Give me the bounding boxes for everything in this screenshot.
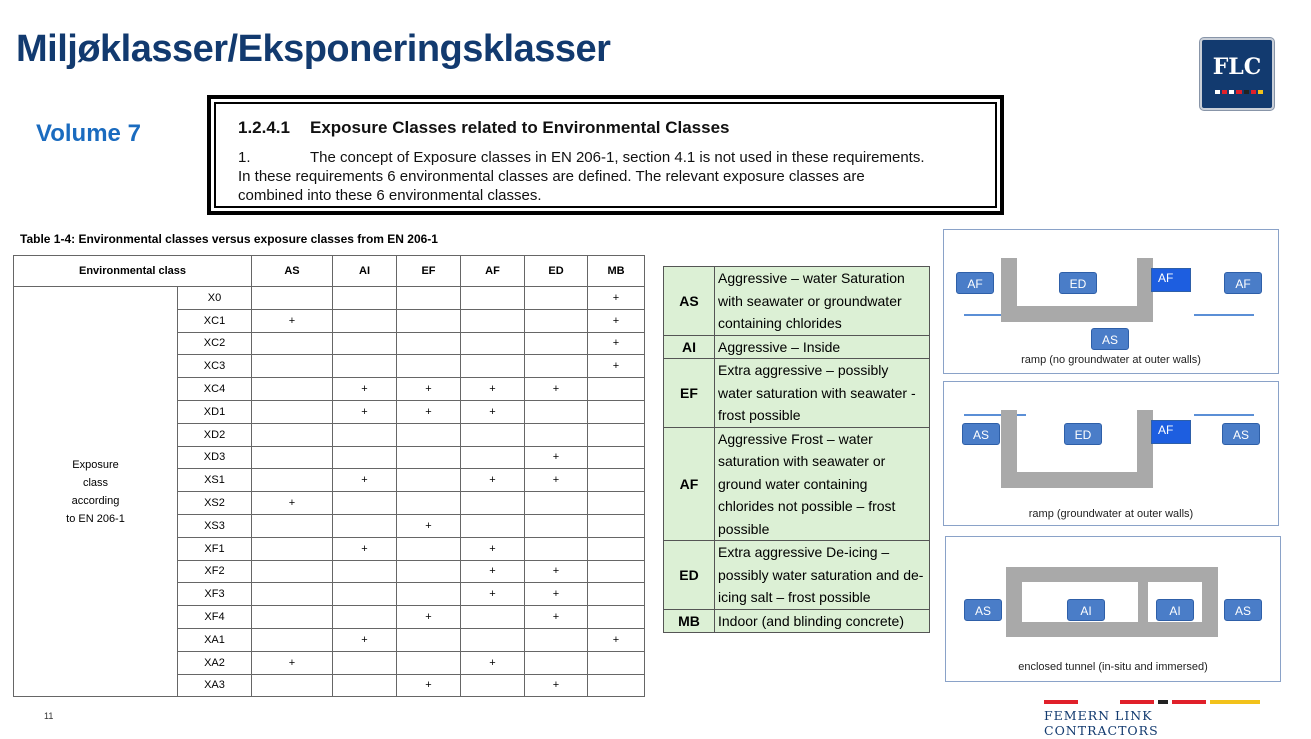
exposure-class-label: XS2 [178,492,252,515]
table-cell: + [333,400,397,423]
table-cell [252,400,333,423]
table-cell [397,446,461,469]
diagram-enclosed-tunnel [945,536,1281,682]
label-box: AS [962,423,1000,445]
table-cell: + [397,674,461,697]
flc-logo [1200,38,1274,110]
table-cell [461,332,525,355]
volume-label: Volume 7 [36,120,141,147]
legend-row [664,267,930,336]
table-cell [397,651,461,674]
table-cell: + [252,651,333,674]
header-environmental-class: Environmental class [14,256,252,287]
label-box: AF [1151,420,1191,444]
quote-heading [238,118,995,138]
table-cell [525,309,588,332]
table-cell [461,514,525,537]
header-col: MB [588,256,645,287]
table-cell [397,355,461,378]
header-col: AS [252,256,333,287]
exposure-class-table [13,255,645,697]
table-cell [252,537,333,560]
table-cell: + [525,674,588,697]
table-cell [461,446,525,469]
legend-code: AS [664,267,715,336]
legend-code: MB [664,609,715,633]
table-cell [525,492,588,515]
legend-row [664,335,930,359]
table-cell: + [525,469,588,492]
groundwater-line [1194,414,1254,416]
exposure-class-label: XS1 [178,469,252,492]
table-cell [397,287,461,310]
quote-section-number: 1.2.4.1 [238,118,290,137]
label-box: AS [1224,599,1262,621]
row-group-label [14,287,178,697]
table-cell [252,446,333,469]
header-col: ED [525,256,588,287]
row-group-line: to EN 206-1 [66,512,125,525]
table-cell [588,560,645,583]
table-cell: + [588,309,645,332]
table-cell [588,423,645,446]
table-cell [397,537,461,560]
header-col: AI [333,256,397,287]
legend-row [664,609,930,633]
exposure-class-label: XC2 [178,332,252,355]
table-cell: + [525,560,588,583]
table-header-row [14,256,645,287]
table-cell [461,492,525,515]
table-cell [588,514,645,537]
table-cell [461,309,525,332]
ramp-slab [1001,306,1153,322]
table-cell [525,355,588,378]
table-cell [461,628,525,651]
table-caption: Table 1-4: Environmental classes versus exposure classes from EN 206-1 [20,232,438,246]
table-cell: + [588,628,645,651]
table-cell [333,651,397,674]
exposure-class-label: XF2 [178,560,252,583]
table-cell: + [461,651,525,674]
legend-code: AI [664,335,715,359]
legend-row [664,359,930,428]
diagram-caption: enclosed tunnel (in-situ and immersed) [1018,661,1208,673]
table-cell [397,469,461,492]
table-cell [397,309,461,332]
header-col: EF [397,256,461,287]
table-cell [588,606,645,629]
table-cell [252,674,333,697]
table-cell [588,651,645,674]
label-box: AI [1067,599,1105,621]
table-cell [525,537,588,560]
table-cell: + [588,332,645,355]
label-box: AS [964,599,1002,621]
table-cell: + [461,378,525,401]
page-number: 11 [44,711,54,721]
footer-text: FEMERN LINK CONTRACTORS [1044,708,1159,738]
table-cell [397,332,461,355]
table-cell [397,583,461,606]
table-cell: + [333,378,397,401]
table-cell: + [588,287,645,310]
table-cell [461,287,525,310]
diagram-caption: ramp (groundwater at outer walls) [1028,508,1194,520]
table-cell [333,583,397,606]
table-cell [588,492,645,515]
table-cell [252,423,333,446]
table-cell [333,309,397,332]
exposure-class-label: XS3 [178,514,252,537]
table-cell [333,492,397,515]
label-box: ED [1064,423,1102,445]
exposure-class-label: XF4 [178,606,252,629]
legend-desc: Extra aggressive – possibly water saturation with seawater - frost possible [715,359,930,428]
table-cell [252,628,333,651]
table-cell: + [461,583,525,606]
table-cell [525,628,588,651]
table-cell [252,355,333,378]
label-box: AF [1151,268,1191,292]
table-cell [252,332,333,355]
table-cell: + [252,309,333,332]
table-cell: + [333,469,397,492]
table-cell: + [397,378,461,401]
table-cell [525,514,588,537]
exposure-class-label: XA3 [178,674,252,697]
table-cell: + [525,446,588,469]
label-box: ED [1059,272,1097,294]
table-cell: + [525,606,588,629]
quote-line: The concept of Exposure classes in EN 206-1, section 4.1 is not used in these requirements. [310,149,925,166]
table-cell [588,378,645,401]
table-cell [397,628,461,651]
table-cell: + [397,400,461,423]
table-cell [252,378,333,401]
table-cell [525,332,588,355]
diagram-ramp-groundwater [943,381,1279,526]
table-cell: + [461,537,525,560]
table-row [14,287,645,310]
table-cell: + [252,492,333,515]
table-cell: + [333,628,397,651]
table-cell: + [397,606,461,629]
label-box: AF [956,272,994,294]
quote-line: In these requirements 6 environmental classes are defined. The relevant exposure classes are [238,168,865,185]
table-cell [525,423,588,446]
table-cell: + [588,355,645,378]
page-title: Miljøklasser/Eksponeringsklasser [16,28,611,70]
table-cell [588,674,645,697]
quote-paragraph [238,148,995,205]
table-cell: + [525,378,588,401]
table-cell: + [397,514,461,537]
table-cell [461,423,525,446]
requirement-quote [207,95,1004,215]
table-cell [252,469,333,492]
table-cell [588,469,645,492]
table-cell [397,560,461,583]
row-group-line: according [71,494,120,507]
quote-para-number: 1. [238,149,251,166]
table-cell [252,606,333,629]
exposure-class-label: XA1 [178,628,252,651]
legend-desc: Indoor (and blinding concrete) [715,609,930,633]
exposure-class-label: XC3 [178,355,252,378]
diagram-ramp-no-groundwater [943,229,1279,374]
table-cell [525,651,588,674]
row-group-line: Exposure [72,458,119,471]
legend-desc: Aggressive Frost – water saturation with seawater or ground water containing chlorides not possible – frost possible [715,427,930,541]
table-cell [252,514,333,537]
exposure-class-label: XD3 [178,446,252,469]
table-cell [588,537,645,560]
table-cell: + [461,560,525,583]
exposure-class-label: XA2 [178,651,252,674]
quote-section-title: Exposure Classes related to Environmental Classes [310,118,730,137]
table-cell [461,674,525,697]
table-cell [333,355,397,378]
table-cell [397,492,461,515]
table-cell [461,355,525,378]
table-cell [333,423,397,446]
logo-stripe [1215,90,1263,94]
exposure-class-label: XF1 [178,537,252,560]
legend-desc: Aggressive – water Saturation with seawater or groundwater containing chlorides [715,267,930,336]
table-cell [588,446,645,469]
quote-line: combined into these 6 environmental classes. [238,187,542,204]
table-cell: + [333,537,397,560]
environmental-class-legend [663,266,930,633]
legend-code: ED [664,541,715,610]
exposure-class-label: XC1 [178,309,252,332]
exposure-class-label: XC4 [178,378,252,401]
label-box: AF [1224,272,1262,294]
label-box: AS [1222,423,1260,445]
table-cell [333,674,397,697]
logo-text: FLC [1212,54,1262,80]
table-cell [333,514,397,537]
table-cell [588,400,645,423]
legend-desc: Aggressive – Inside [715,335,930,359]
header-col: AF [461,256,525,287]
legend-code: AF [664,427,715,541]
table-cell [252,583,333,606]
table-cell [333,446,397,469]
row-group-line: class [82,476,109,489]
label-box: AS [1091,328,1129,350]
exposure-class-label: XD1 [178,400,252,423]
footer-stripe [1044,700,1264,704]
table-cell: + [461,469,525,492]
legend-desc: Extra aggressive De-icing – possibly water saturation and de-icing salt – frost possible [715,541,930,610]
table-cell [525,287,588,310]
table-cell [333,606,397,629]
table-cell [252,287,333,310]
table-cell [588,583,645,606]
exposure-class-label: XF3 [178,583,252,606]
diagram-caption: ramp (no groundwater at outer walls) [1021,354,1201,366]
table-cell: + [461,400,525,423]
exposure-class-label: X0 [178,287,252,310]
legend-row [664,427,930,541]
table-cell [461,606,525,629]
groundwater-line [1194,314,1254,316]
ramp-slab [1001,472,1153,488]
legend-code: EF [664,359,715,428]
table-cell: + [525,583,588,606]
label-box: AI [1156,599,1194,621]
table-cell [333,560,397,583]
footer-logo [1044,700,1264,738]
exposure-class-label: XD2 [178,423,252,446]
table-cell [333,332,397,355]
table-cell [397,423,461,446]
table-cell [252,560,333,583]
table-cell [333,287,397,310]
legend-row [664,541,930,610]
table-cell [525,400,588,423]
